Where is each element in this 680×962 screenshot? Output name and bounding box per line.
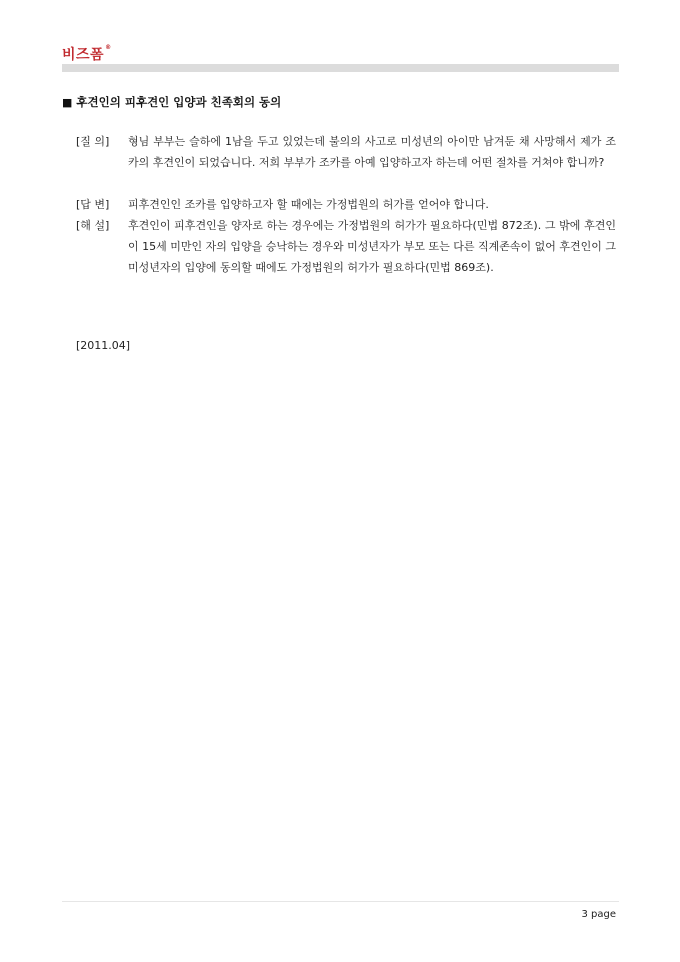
question-text: 형님 부부는 슬하에 1남을 두고 있었는데 불의의 사고로 미성년의 아이만 남겨둔 채 사망해서 제가 조카의 후견인이 되었습니다. 저희 부부가 조카를 아예 입양하고자 하는데 어떤 절차를 거쳐야 합니까? <box>128 135 616 169</box>
section-title-text: 후견인의 피후견인 입양과 친족회의 동의 <box>76 95 282 109</box>
registered-mark: ® <box>105 44 112 51</box>
answer-label: [답 변] <box>76 198 110 211</box>
header-bar <box>62 64 619 72</box>
document-date: [2011.04] <box>76 339 131 352</box>
commentary-label: [해 설] <box>76 219 110 232</box>
footer-divider <box>62 901 619 902</box>
commentary-row <box>76 215 616 278</box>
page-number: 3 page <box>581 909 616 920</box>
answer-text: 피후견인인 조카를 입양하고자 할 때에는 가정법원의 허가를 얻어야 합니다. <box>128 198 489 211</box>
question-row <box>76 131 616 173</box>
section-title <box>62 94 281 110</box>
commentary-text: 후견인이 피후견인을 양자로 하는 경우에는 가정법원의 허가가 필요하다(민법 872조). 그 밖에 후견인이 15세 미만인 자의 입양을 승낙하는 경우와 미성년자가 부모 또는 다른 직계존속이 없어 후견인이 그 미성년자의 입양에 동의할 때에도 가정법원의 허가가 필요하다(민법 869조). <box>128 219 616 274</box>
question-label: [질 의] <box>76 135 110 148</box>
bullet-square-icon: ■ <box>62 96 73 109</box>
logo-text: 비즈폼 <box>62 47 105 63</box>
bizform-logo <box>62 44 112 64</box>
answer-row <box>76 194 616 215</box>
